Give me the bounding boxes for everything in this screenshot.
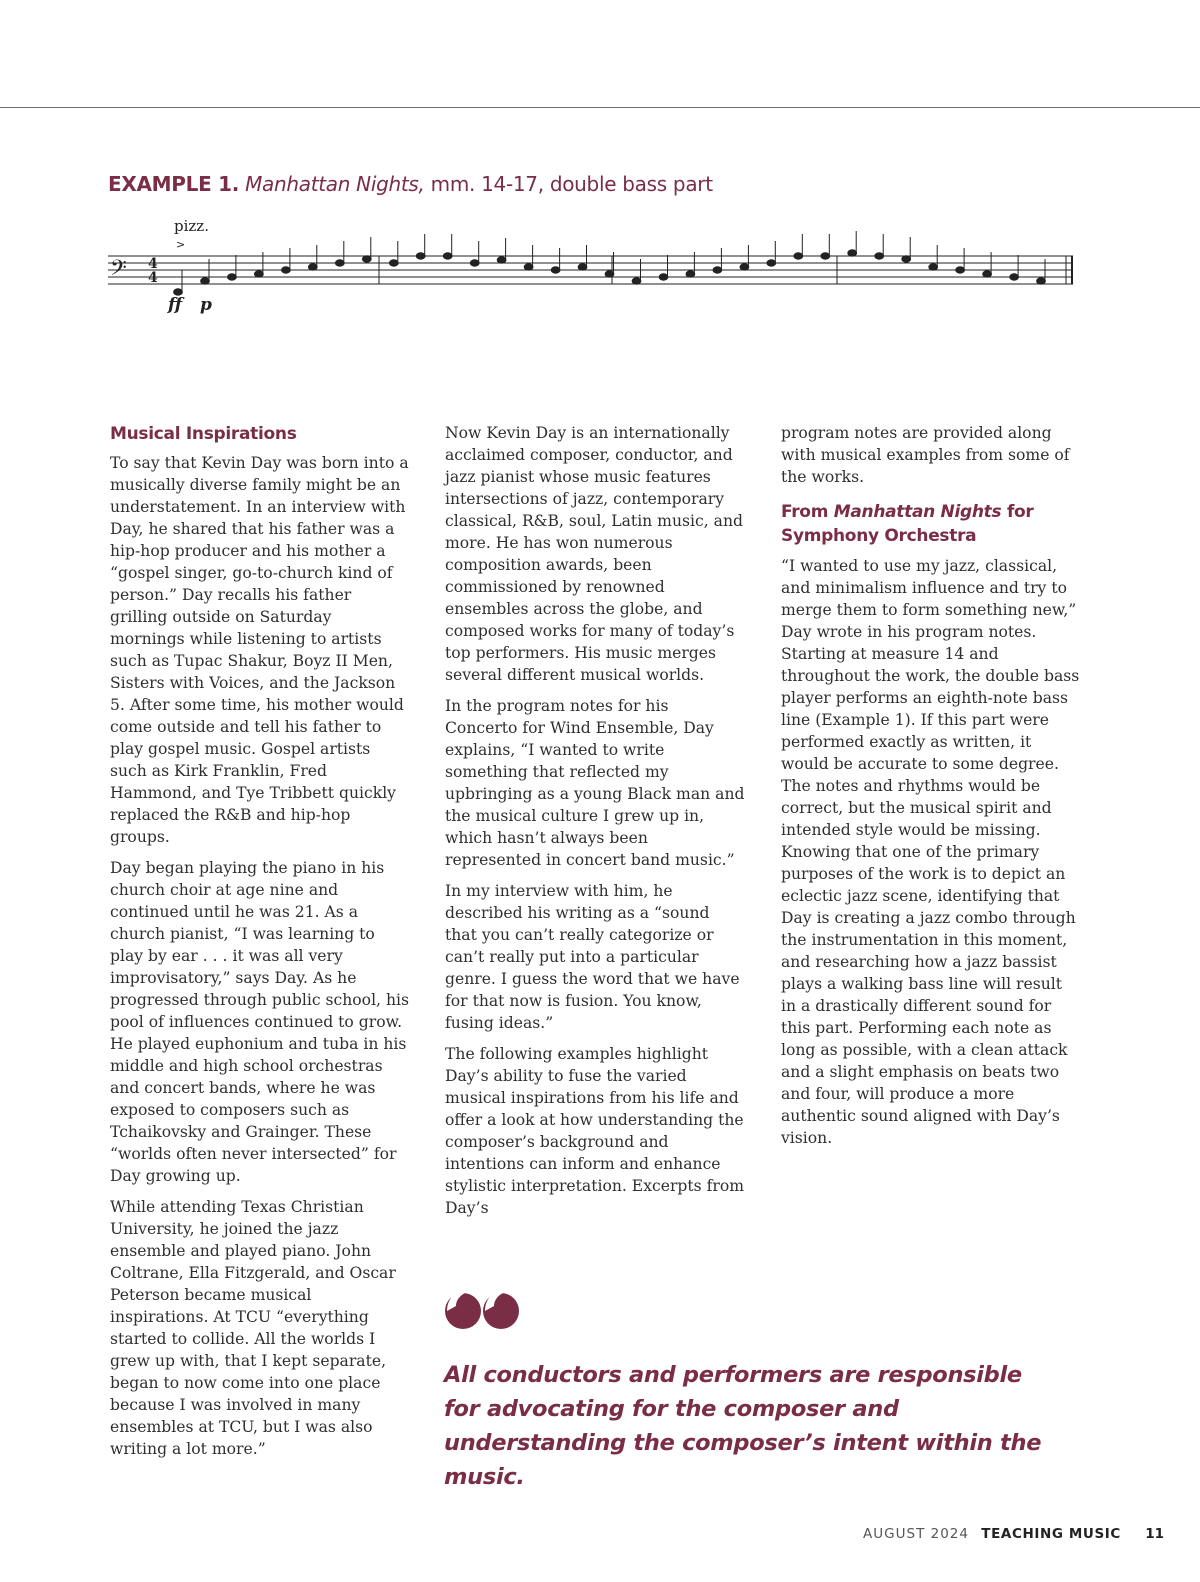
paragraph: Now Kevin Day is an internationally acclaimed composer, conductor, and jazz pianist whose music features intersections of jazz, contemporary classical, R&B, soul, Latin music, and more. He has won numerous composition awards, been commissioned by renowned ensembles across the globe, and composed works for many of today’s top performers. His music merges several different musical worlds.	[445, 424, 743, 684]
note-head	[767, 260, 776, 266]
note-head	[497, 257, 506, 263]
note-head	[875, 253, 884, 259]
page-footer	[863, 1526, 1164, 1542]
note-head	[632, 278, 641, 284]
note-head	[1037, 278, 1046, 284]
column-3	[781, 422, 1081, 1158]
note-head	[983, 271, 992, 277]
dynamic-p: p	[200, 295, 212, 315]
heading-manhattan-nights	[781, 500, 1081, 548]
paragraph: While attending Texas Christian University, he joined the jazz ensemble and played piano. John Coltrane, Ella Fitzgerald, and Oscar Peterson became musical inspirations. At TCU “everything started to collide. All the worlds I grew up with, that I kept separate, began to now come into one place because I was involved in many ensembles at TCU, but I was also writing a lot more.”	[110, 1198, 396, 1458]
music-staff-example	[108, 210, 1083, 320]
note-head	[686, 271, 695, 277]
column-2	[445, 422, 745, 1228]
svg-text:4: 4	[148, 270, 158, 286]
note-head	[605, 271, 614, 277]
svg-text:4: 4	[148, 256, 158, 272]
note-head	[524, 264, 533, 270]
note-head	[389, 260, 398, 266]
note-head	[1010, 274, 1019, 280]
note-head	[362, 256, 371, 262]
svg-text:>: >	[176, 238, 186, 251]
paragraph: In the program notes for his Concerto for Wind Ensemble, Day explains, “I wanted to write something that reflected my upbringing as a young Black man and the musical culture I grew up in, which hasn’t always been represented in concert band music.”	[445, 697, 745, 869]
heading-prefix: From	[781, 502, 834, 522]
heading-suffix: for Symphony Orchestra	[781, 502, 1034, 546]
note-head	[174, 289, 183, 295]
note-head	[578, 264, 587, 270]
note-head	[659, 274, 668, 280]
note-head	[228, 274, 237, 280]
note-head	[201, 278, 210, 284]
note-head	[956, 267, 965, 273]
note-head	[308, 264, 317, 270]
articulation-pizz: pizz.	[174, 217, 209, 235]
note-head	[902, 256, 911, 262]
note-head	[443, 253, 452, 259]
note-head	[794, 253, 803, 259]
note-head	[848, 250, 857, 256]
footer-publication: TEACHING MUSIC	[981, 1526, 1121, 1542]
note-head	[470, 260, 479, 266]
heading-work-title: Manhattan Nights	[833, 502, 1002, 522]
example-title: Manhattan Nights,	[245, 172, 425, 196]
example-label: EXAMPLE 1.	[108, 172, 240, 196]
heading-musical-inspirations: Musical Inspirations	[110, 424, 297, 444]
paragraph: “I wanted to use my jazz, classical, and minimalism influence and try to merge them to form something new,” Day wrote in his program notes. Starting at measure 14 and throughout the work, the double bass player performs an eighth-note bass line (Example 1). If this part were performed exactly as written, it would be accurate to some degree. The notes and rhythms would be correct, but the musical spirit and intended style would be missing. Knowing that one of the primary purposes of the work is to depict an eclectic jazz scene, identifying that Day is creating a jazz combo through the instrumentation in this moment, and researching how a jazz bassist plays a walking bass line will result in a drastically different sound for this part. Performing each note as long as possible, with a clean attack and a slight emphasis on beats two and four, will produce a more authentic sound aligned with Day’s vision.	[781, 557, 1080, 1147]
footer-page-number: 11	[1145, 1526, 1164, 1542]
paragraph: The following examples highlight Day’s ability to fuse the varied musical inspirations from his life and offer a look at how understanding the composer’s background and intentions can inform and enhance stylistic interpretation. Excerpts from Day’s	[445, 1045, 745, 1217]
footer-issue: AUGUST 2024	[863, 1526, 969, 1542]
paragraph: program notes are provided along with musical examples from some of the works.	[781, 424, 1070, 486]
paragraph: Day began playing the piano in his church choir at age nine and continued until he was 21. As a church pianist, “I was learning to play by ear . . . it was all very improvisatory,” says Day. As he progressed through public school, his pool of influences continued to grow. He played euphonium and tuba in his middle and high school orchestras and concert bands, where he was exposed to composers such as Tchaikovsky and Grainger. These “worlds often never intersected” for Day growing up.	[110, 859, 409, 1185]
column-1	[110, 422, 410, 1469]
paragraph: In my interview with him, he described his writing as a “sound that you can’t really categorize or can’t really put into a particular genre. I guess the word that we have for that now is fusion. You know, fusing ideas.”	[445, 882, 740, 1032]
note-head	[821, 253, 830, 259]
note-head	[282, 267, 291, 273]
quote-mark-icon	[444, 1282, 524, 1332]
top-rule	[0, 107, 1200, 108]
note-head	[740, 264, 749, 270]
dynamic-ff: ff	[168, 295, 183, 315]
paragraph: To say that Kevin Day was born into a musically diverse family might be an understatement. In an interview with Day, he shared that his father was a hip-hop producer and his mother a “gospel singer, go-to-church kind of person.” Day recalls his father grilling outside on Saturday mornings while listening to artists such as Tupac Shakur, Boyz II Men, Sisters with Voices, and the Jackson 5. After some time, his mother would come outside and tell his father to play gospel music. Gospel artists such as Kirk Franklin, Fred Hammond, and Tye Tribbett quickly replaced the R&B and hip-hop groups.	[110, 454, 409, 846]
bass-clef-icon: 𝄢	[110, 256, 127, 286]
example-caption	[108, 172, 713, 196]
example-caption-rest: mm. 14-17, double bass part	[430, 172, 713, 196]
note-head	[713, 267, 722, 273]
note-head	[416, 253, 425, 259]
note-head	[335, 260, 344, 266]
note-head	[551, 267, 560, 273]
note-head	[929, 264, 938, 270]
note-head	[255, 271, 264, 277]
pull-quote: All conductors and performers are responsible for advocating for the composer and understanding the composer’s intent within the music.	[444, 1362, 1042, 1490]
